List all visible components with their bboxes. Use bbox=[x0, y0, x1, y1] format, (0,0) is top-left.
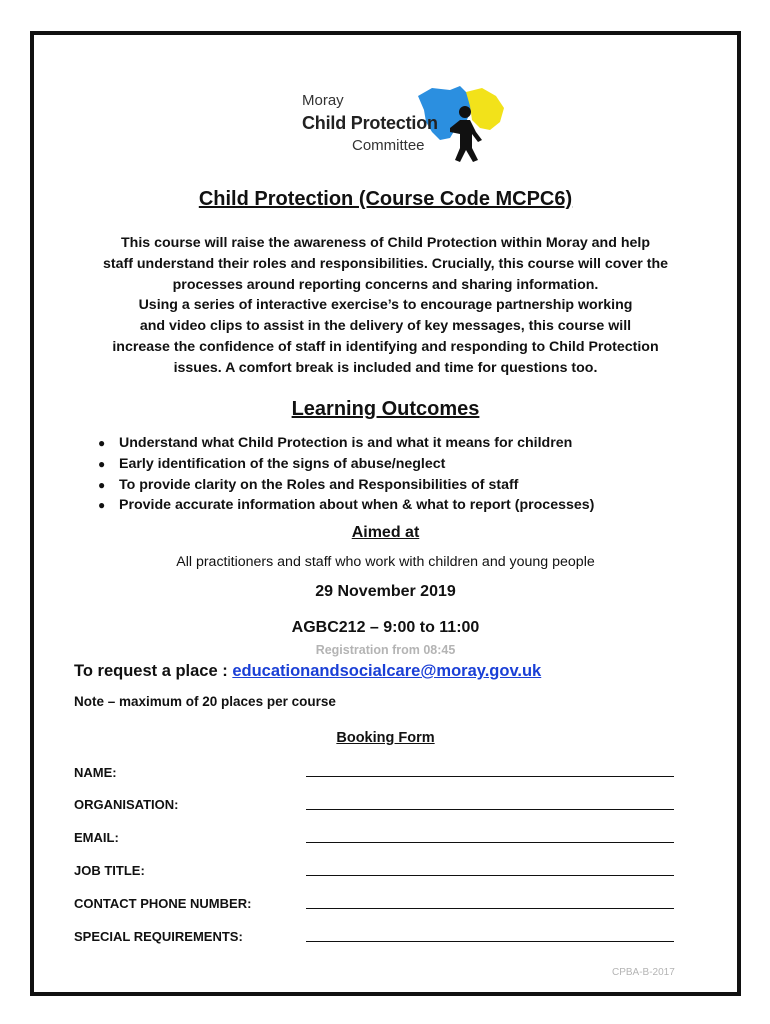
booking-form-heading: Booking Form bbox=[336, 730, 435, 746]
document-code: CPBA-B-2017 bbox=[612, 967, 675, 978]
email-label: EMAIL: bbox=[74, 830, 119, 845]
course-date: 29 November 2019 bbox=[315, 583, 456, 600]
request-label: To request a place : bbox=[74, 662, 233, 680]
description-line: increase the confidence of staff in identifying and responding to Child Protection bbox=[112, 338, 659, 355]
list-item bbox=[98, 475, 594, 496]
learning-outcomes-heading: Learning Outcomes bbox=[291, 398, 480, 420]
description-line: staff understand their roles and responsibilities. Crucially, this course will cover the bbox=[102, 255, 669, 272]
email-field[interactable] bbox=[306, 842, 674, 843]
name-label: NAME: bbox=[74, 765, 117, 780]
request-place bbox=[74, 662, 541, 681]
description-line: issues. A comfort break is included and time for questions too. bbox=[173, 359, 598, 376]
phone-field[interactable] bbox=[306, 908, 674, 909]
list-item bbox=[98, 454, 594, 475]
logo-figure-body bbox=[450, 120, 482, 162]
aimed-at-text: All practitioners and staff who work with children and young people bbox=[176, 554, 595, 570]
course-time: AGBC212 – 9:00 to 11:00 bbox=[291, 619, 480, 636]
logo-line-child-protection: Child Protection bbox=[302, 113, 438, 133]
organisation-label: ORGANISATION: bbox=[74, 797, 179, 812]
course-title: Child Protection (Course Code MCPC6) bbox=[198, 188, 573, 210]
logo-line-moray: Moray bbox=[302, 92, 344, 109]
phone-label: CONTACT PHONE NUMBER: bbox=[74, 896, 252, 911]
bullet-icon: ● bbox=[98, 456, 106, 471]
description-line: processes around reporting concerns and sharing information. bbox=[172, 276, 599, 293]
description-line: This course will raise the awareness of Child Protection within Moray and help bbox=[121, 235, 650, 251]
outcome-text: To provide clarity on the Roles and Responsibilities of staff bbox=[119, 476, 519, 493]
job-title-label: JOB TITLE: bbox=[74, 863, 145, 878]
job-title-field[interactable] bbox=[306, 875, 674, 876]
special-requirements-field[interactable] bbox=[306, 941, 674, 942]
bullet-icon: ● bbox=[98, 436, 106, 450]
outcome-text: Understand what Child Protection is and what it means for children bbox=[119, 435, 573, 451]
name-field[interactable] bbox=[306, 776, 674, 777]
email-link[interactable]: educationandsocialcare@moray.gov.uk bbox=[232, 662, 542, 680]
list-item bbox=[98, 495, 594, 516]
description-line: Using a series of interactive exercise’s to encourage partnership working bbox=[138, 297, 633, 314]
registration-time: Registration from 08:45 bbox=[315, 643, 456, 657]
logo-figure-head bbox=[459, 106, 471, 118]
learning-outcomes-list bbox=[98, 433, 594, 516]
places-note: Note – maximum of 20 places per course bbox=[74, 694, 336, 709]
course-description bbox=[34, 233, 737, 379]
outcome-text: Provide accurate information about when & what to report (processes) bbox=[119, 497, 595, 514]
organisation-field[interactable] bbox=[306, 809, 674, 810]
outcome-text: Early identification of the signs of abuse/neglect bbox=[119, 455, 446, 472]
list-item bbox=[98, 433, 594, 454]
aimed-at-heading: Aimed at bbox=[351, 524, 420, 541]
bullet-icon: ● bbox=[98, 477, 106, 492]
description-line: and video clips to assist in the delivery of key messages, this course will bbox=[139, 318, 632, 335]
logo-line-committee: Committee bbox=[352, 137, 425, 154]
special-requirements-label: SPECIAL REQUIREMENTS: bbox=[74, 929, 243, 944]
bullet-icon: ● bbox=[98, 498, 106, 513]
